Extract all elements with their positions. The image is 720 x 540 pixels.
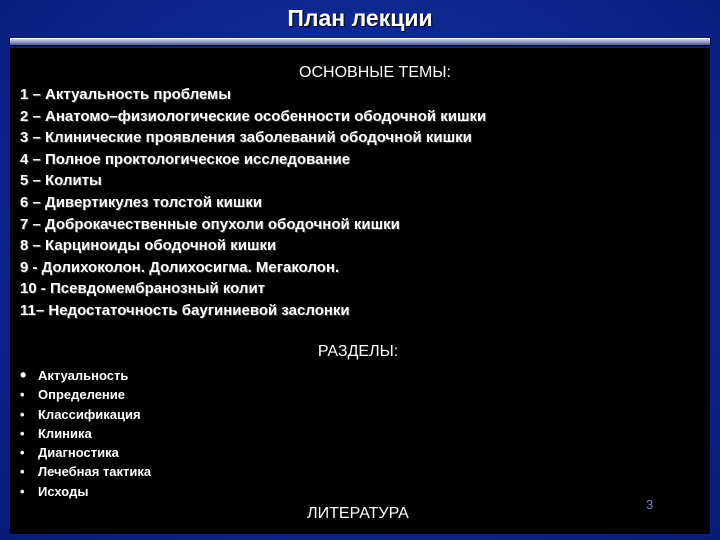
title-underline xyxy=(10,38,710,45)
topic-item: 9 - Долихоколон. Долихосигма. Мегаколон. xyxy=(20,258,340,276)
section-label: Определение xyxy=(38,387,126,403)
bullet-icon: • xyxy=(20,425,25,441)
section-label: Актуальность xyxy=(38,368,129,383)
bullet-icon: • xyxy=(20,365,27,385)
section-item xyxy=(20,462,340,481)
section-item xyxy=(20,405,340,424)
topics-heading: ОСНОВНЫЕ ТЕМЫ: xyxy=(299,64,451,81)
topic-item: 5 – Колиты xyxy=(20,172,102,190)
sections-heading: РАЗДЕЛЫ: xyxy=(317,343,399,360)
section-item xyxy=(20,482,340,501)
page-number: 3 xyxy=(646,497,654,512)
topic-item: 4 – Полное проктологическое исследование xyxy=(20,150,351,168)
bullet-icon: • xyxy=(20,406,25,422)
section-item xyxy=(20,385,340,404)
section-item xyxy=(20,424,340,443)
topic-item: 10 - Псевдомембранозный колит xyxy=(20,280,266,298)
literature-heading: ЛИТЕРАТУРА xyxy=(307,505,409,522)
topic-item: 2 – Анатомо–физиологические особенности ободочной кишки xyxy=(20,107,487,125)
slide-title: План лекции xyxy=(287,5,433,31)
bullet-icon: • xyxy=(20,387,25,403)
topic-item: 1 – Актуальность проблемы xyxy=(20,86,232,103)
sections-list xyxy=(20,366,340,501)
section-item xyxy=(20,366,340,385)
section-label: Классификация xyxy=(38,406,141,422)
topic-item: 3 – Клинические проявления заболеваний ободочной кишки xyxy=(20,129,472,147)
topic-item: 7 – Доброкачественные опухоли ободочной кишки xyxy=(20,215,400,233)
topic-item: 11– Недостаточность баугиниевой заслонки xyxy=(20,301,350,319)
section-label: Исходы xyxy=(38,483,89,499)
bullet-icon: • xyxy=(20,483,25,499)
topics-list xyxy=(20,84,700,322)
section-label: Клиника xyxy=(38,425,92,441)
topic-item: 8 – Карциноиды ободочной кишки xyxy=(20,237,277,255)
bullet-icon: • xyxy=(20,464,25,480)
section-label: Лечебная тактика xyxy=(38,464,152,480)
topic-item: 6 – Дивертикулез толстой кишки xyxy=(20,193,263,211)
section-label: Диагностика xyxy=(38,445,119,461)
bullet-icon: • xyxy=(20,445,25,461)
section-item xyxy=(20,443,340,462)
